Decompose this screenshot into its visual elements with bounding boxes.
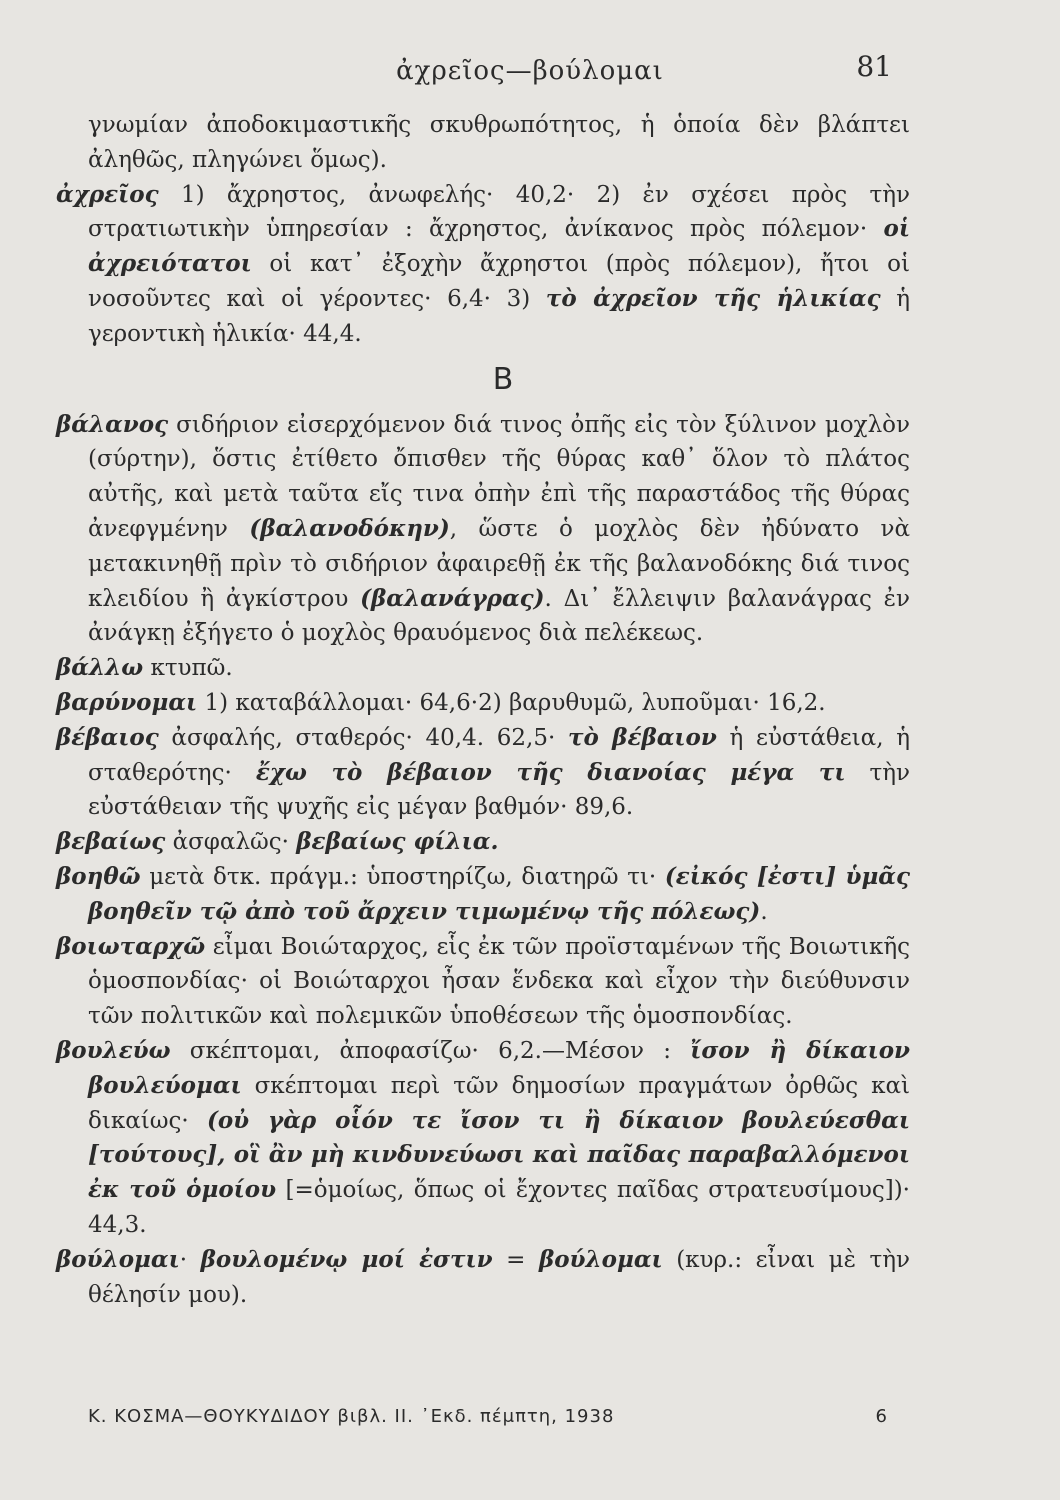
phrase: τὸ βέβαιον [567, 723, 717, 751]
entry [56, 1034, 910, 1243]
phrase: (εἰκός [ἐστι] ὑμᾶς βοηθεῖν τῷ ἀπὸ τοῦ ἄρχειν τιμωμένῳ τῆς πόλεως) [88, 862, 910, 925]
phrase: ἴσον ἢ δίκαιον βουλεύομαι [88, 1036, 910, 1099]
entry [56, 930, 910, 1034]
entry [56, 178, 910, 352]
definition-text: ἡ γεροντικὴ ἡλικία· 44,4. [88, 285, 911, 347]
headword: βαρύνομαι [56, 688, 198, 716]
definition-text: . Δι᾽ ἔλλειψιν βαλανάγρας ἐν ἀνάγκῃ ἐξήγετο ὁ μοχλὸς θραυόμενος διὰ πελέκεως. [88, 585, 910, 647]
definition-text: τὴν εὐστάθειαν τῆς ψυχῆς εἰς μέγαν βαθμόν· 89,6. [88, 759, 910, 821]
phrase: ἔχω τὸ βέβαιον τῆς διανοίας μέγα τι [255, 758, 846, 786]
headword: βοιωταρχῶ [56, 932, 206, 960]
entry [56, 860, 910, 930]
page-number: 81 [856, 50, 892, 83]
definition-text: οἱ κατ᾽ ἐξοχὴν ἄχρηστοι (πρὸς πόλεμον), ἤτοι οἱ νοσοῦντες καὶ οἱ γέροντες· 6,4· 3) [88, 251, 910, 312]
headword: βοηθῶ [56, 862, 141, 890]
phrase: βεβαίως φίλια. [296, 828, 499, 856]
definition-text: [=ὁμοίως, ὅπως οἱ ἔχοντες παῖδας στρατευσίμους])· 44,3. [88, 1177, 910, 1238]
phrase: οἱ ἀχρειότατοι [88, 215, 910, 278]
headword: βάλανος [56, 410, 169, 438]
definition-text: 1) ἄχρηστος, ἀνωφελής· 40,2· 2) ἐν σχέσει πρὸς τὴν στρατιωτικὴν ὑπηρεσίαν : ἄχρηστος, ἀνίκανος πρὸς πόλεμον· [88, 181, 910, 243]
section-letter: Β [492, 361, 514, 397]
definition-text: = [492, 1246, 539, 1273]
definition-text: , ὥστε ὁ μοχλὸς δὲν ἠδύνατο νὰ μετακινηθῇ πρὶν τὸ σιδήριον ἀφαιρεθῇ ἐκ τῆς βαλανοδόκης διά τινος κλειδίου ἢ ἀγκίστρου [88, 515, 910, 612]
definition-text: . [760, 898, 768, 925]
definition-text: 1) καταβάλλομαι· 64,6·2) βαρυθυμῶ, λυποῦμαι· 16,2. [197, 689, 826, 716]
footer-text: Κ. ΚΟΣΜΑ—ΘΟΥΚΥΔΙΔΟΥ βιβλ. ΙΙ. ᾽Εκδ. πέμπτη, 1938 [88, 1406, 615, 1427]
signature-mark: 6 [875, 1406, 888, 1427]
glossary-body [56, 108, 910, 1312]
definition-text: μετὰ δτκ. πράγμ.: ὑποστηρίζω, διατηρῶ τι· [140, 863, 665, 890]
definition-text: · [179, 1246, 201, 1273]
entry [56, 686, 910, 721]
entry [56, 408, 910, 652]
definition-text: εἶμαι Βοιώταρχος, εἷς ἐκ τῶν προϊσταμένων τῆς Βοιωτικῆς ὁμοσπονδίας· οἱ Βοιώταρχοι ἦσαν ἕνδεκα καὶ εἶχον τὴν διεύθυνσιν τῶν πολιτικῶν καὶ πολεμικῶν ὑποθέσεων τῆς ὁμοσπονδίας. [88, 933, 910, 1030]
headword: βεβαίως [56, 828, 166, 856]
definition-text: (κυρ.: εἶναι μὲ τὴν θέλησίν μου). [88, 1246, 910, 1308]
phrase: (οὐ γὰρ οἷόν τε ἴσον τι ἢ δίκαιον βουλεύεσθαι [τούτους], οἳ ἂν μὴ κινδυνεύωσι καὶ παῖδας παραβαλλόμενοι ἐκ τοῦ ὁμοίου [88, 1106, 910, 1204]
entry [56, 651, 910, 686]
phrase: τὸ ἀχρεῖον τῆς ἡλικίας [545, 284, 881, 312]
definition-text: σκέπτομαι περὶ τῶν δημοσίων πραγμάτων ὀρθῶς καὶ δικαίως· [88, 1072, 910, 1134]
headword: βουλεύω [56, 1036, 171, 1064]
entry [56, 825, 910, 860]
running-header: ἀχρεῖος—βούλομαι [396, 56, 664, 86]
phrase: (βαλανοδόκην) [249, 514, 450, 542]
definition-text: ἀσφαλῶς· [165, 829, 297, 856]
headword: βάλλω [56, 654, 144, 682]
footer [88, 1406, 888, 1427]
phrase: βουλομένῳ μοί ἐστιν [200, 1245, 493, 1273]
definition-text: κτυπῶ. [143, 655, 233, 682]
entry [56, 108, 910, 178]
headword: βέβαιος [56, 723, 159, 751]
phrase: (βαλανάγρας) [360, 584, 545, 612]
headword: ἀχρεῖος [56, 180, 159, 208]
phrase: βούλομαι [538, 1245, 663, 1273]
definition-text: ἡ εὐστάθεια, ἡ σταθερότης· [88, 724, 910, 786]
definition-text: σκέπτομαι, ἀποφασίζω· 6,2.—Μέσον : [170, 1037, 691, 1064]
entry [56, 721, 910, 825]
definition-text: σιδήριον εἰσερχόμενον διά τινος ὀπῆς εἰς τὸν ξύλινον μοχλὸν (σύρτην), ὅστις ἐτίθετο ὄπισθεν τῆς θύρας καθ᾽ ὅλον τὸ πλάτος αὐτῆς, καὶ μετὰ ταῦτα εἴς τινα ὀπὴν ἐπὶ τῆς παραστάδος τῆς θύρας ἀνεφγμένην [88, 411, 910, 542]
entry [56, 1243, 910, 1313]
headword: βούλομαι [56, 1245, 180, 1273]
definition-text: ἀσφαλής, σταθερός· 40,4. 62,5· [158, 724, 568, 751]
definition-text: γνωμίαν ἀποδοκιμαστικῆς σκυθρωπότητος, ἡ ὁποία δὲν βλάπτει ἀληθῶς, πληγώνει ὅμως). [88, 112, 910, 173]
